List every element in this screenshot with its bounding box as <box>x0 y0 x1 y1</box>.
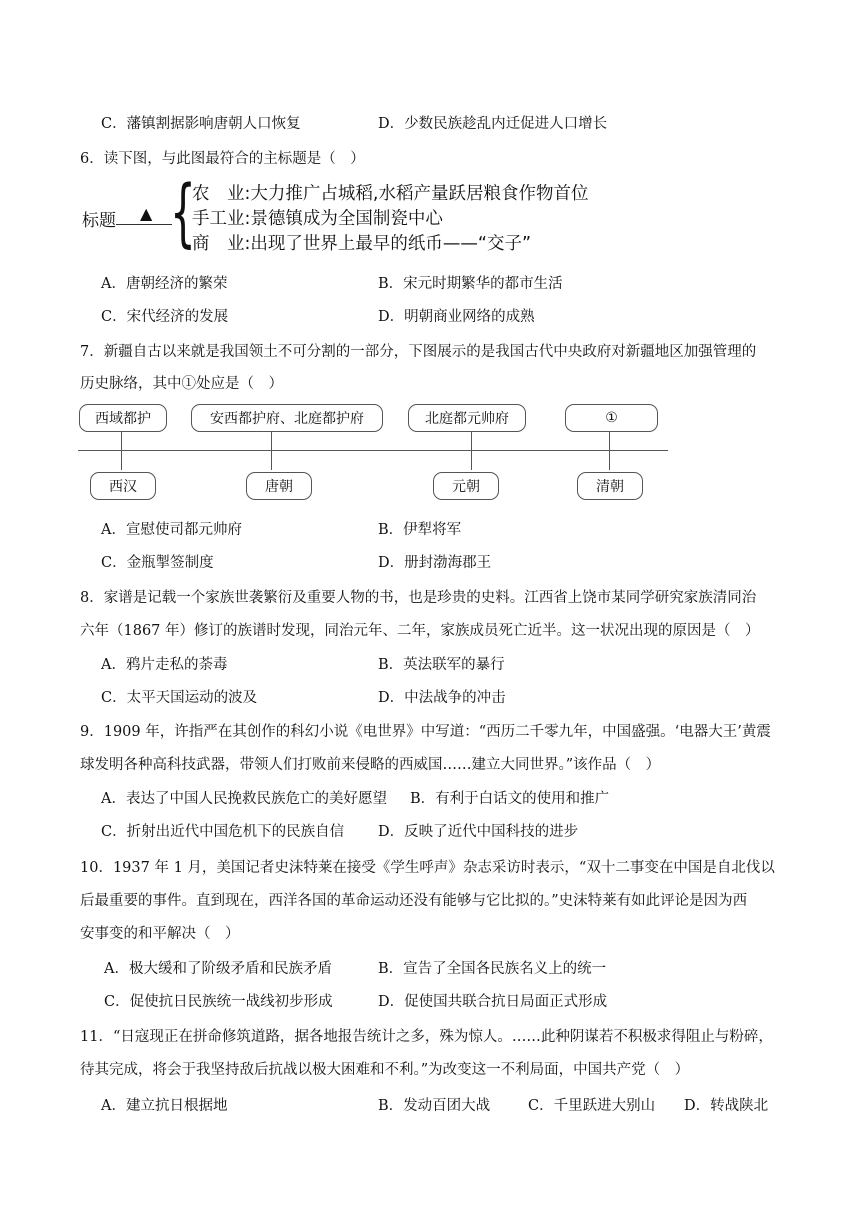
timeline-top-box-4: ① <box>565 404 658 432</box>
timeline-tick <box>609 432 610 470</box>
timeline-top-box-2: 安西都护府、北庭都护府 <box>191 404 383 432</box>
q6-option-a: A．唐朝经济的繁荣 <box>101 276 228 292</box>
q10-stem-line-3: 安事变的和平解决（ ） <box>80 926 240 942</box>
q10-option-b: B．宣告了全国各民族名义上的统一 <box>378 961 607 977</box>
triangle-icon: ▲ <box>140 204 153 223</box>
q8-option-c: C．太平天国运动的波及 <box>101 690 258 706</box>
q6-figure-row-handicraft: 手工业:景德镇成为全国制瓷中心 <box>192 209 443 229</box>
q9-option-b: B．有利于白话文的使用和推广 <box>410 791 610 807</box>
q6-figure-title: 标题 <box>82 211 116 231</box>
timeline-tick <box>471 432 472 470</box>
q9-option-a: A．表达了中国人民挽救民族危亡的美好愿望 <box>101 791 387 807</box>
q11-stem-line-1: 11．“日寇现正在拼命修筑道路，据各地报告统计之多，殊为惊人。……此种阴谋若不积极求得阻止与粉碎， <box>80 1029 773 1045</box>
q7-stem-line-2: 历史脉络，其中①处应是（ ） <box>80 376 283 392</box>
timeline-top-box-1: 西域都护 <box>79 404 167 432</box>
q10-stem-line-1: 10．1937 年 1 月，美国记者史沫特莱在接受《学生呼声》杂志采访时表示，“双十二事变在中国是自北伐以 <box>80 860 775 876</box>
q7-stem-line-1: 7．新疆自古以来就是我国领土不可分割的一部分，下图展示的是我国古代中央政府对新疆地区加强管理的 <box>80 344 757 360</box>
q9-stem-line-2: 球发明各种高科技武器，带领人们打败前来侵略的西威国……建立大同世界。”该作品（ ） <box>80 757 661 773</box>
q10-option-c: C．促使抗日民族统一战线初步形成 <box>104 994 333 1010</box>
q6-figure <box>80 170 640 260</box>
q7-option-c: C．金瓶掣签制度 <box>101 555 214 571</box>
q6-figure-row-commerce: 商 业:出现了世界上最早的纸币——“交子” <box>192 234 532 254</box>
q8-stem-line-1: 8．家谱是记载一个家族世袭繁衍及重要人物的书，也是珍贵的史料。江西省上饶市某同学研究家族清同治 <box>80 590 757 606</box>
q8-option-a: A．鸦片走私的荼毒 <box>101 657 228 673</box>
q9-option-d: D．反映了近代中国科技的进步 <box>378 824 579 840</box>
q11-option-b: B．发动百团大战 <box>378 1098 491 1114</box>
timeline-tick <box>271 432 272 470</box>
q9-option-c: C．折射出近代中国危机下的民族自信 <box>101 824 345 840</box>
q10-stem-line-2: 后最重要的事件。直到现在，西洋各国的革命运动还没有能够与它比拟的。”史沫特莱有如此评论是因为西 <box>80 893 748 909</box>
q10-option-a: A．极大缓和了阶级矛盾和民族矛盾 <box>104 961 332 977</box>
q6-stem: 6．读下图，与此图最符合的主标题是（ ） <box>80 151 365 167</box>
q6-option-b: B．宋元时期繁华的都市生活 <box>378 276 563 292</box>
timeline-bottom-box-2: 唐朝 <box>246 472 312 500</box>
q7-option-d: D．册封渤海郡王 <box>378 555 492 571</box>
q10-option-d: D．促使国共联合抗日局面正式形成 <box>378 994 608 1010</box>
q11-option-d: D．转战陕北 <box>684 1098 769 1114</box>
timeline-tick <box>121 432 122 470</box>
brace-icon: { <box>170 170 196 256</box>
q6-option-d: D．明朝商业网络的成熟 <box>378 309 535 325</box>
q11-stem-line-2: 待其完成，将会于我坚持敌后抗战以极大困难和不利。”为改变这一不利局面，中国共产党（ ） <box>80 1062 690 1078</box>
q6-figure-blank-line <box>116 224 172 225</box>
q5-option-d: D．少数民族趁乱内迁促进人口增长 <box>378 116 608 132</box>
q7-timeline-figure <box>78 400 668 505</box>
q6-option-c: C．宋代经济的发展 <box>101 309 229 325</box>
timeline-bottom-box-3: 元朝 <box>433 472 499 500</box>
timeline-top-box-3: 北庭都元帅府 <box>408 404 526 432</box>
q11-option-a: A．建立抗日根据地 <box>101 1098 228 1114</box>
q6-figure-row-agriculture: 农 业:大力推广占城稻,水稻产量跃居粮食作物首位 <box>192 184 589 204</box>
timeline-bottom-box-4: 清朝 <box>577 472 643 500</box>
q11-option-c: C．千里跃进大别山 <box>528 1098 656 1114</box>
q8-stem-line-2: 六年（1867 年）修订的族谱时发现，同治元年、二年，家族成员死亡近半。这一状况出现的原因是（ ） <box>80 623 760 639</box>
q7-option-b: B．伊犁将军 <box>378 522 462 538</box>
timeline-axis <box>78 450 668 451</box>
q9-stem-line-1: 9．1909 年，许指严在其创作的科幻小说《电世界》中写道：“西历二千零九年，中国盛强。‘电器大王’黄震 <box>80 724 771 740</box>
timeline-bottom-box-1: 西汉 <box>90 472 156 500</box>
q8-option-b: B．英法联军的暴行 <box>378 657 505 673</box>
q7-option-a: A．宣慰使司都元帅府 <box>101 522 242 538</box>
q8-option-d: D．中法战争的冲击 <box>378 690 506 706</box>
q5-option-c: C．藩镇割据影响唐朝人口恢复 <box>101 116 301 132</box>
